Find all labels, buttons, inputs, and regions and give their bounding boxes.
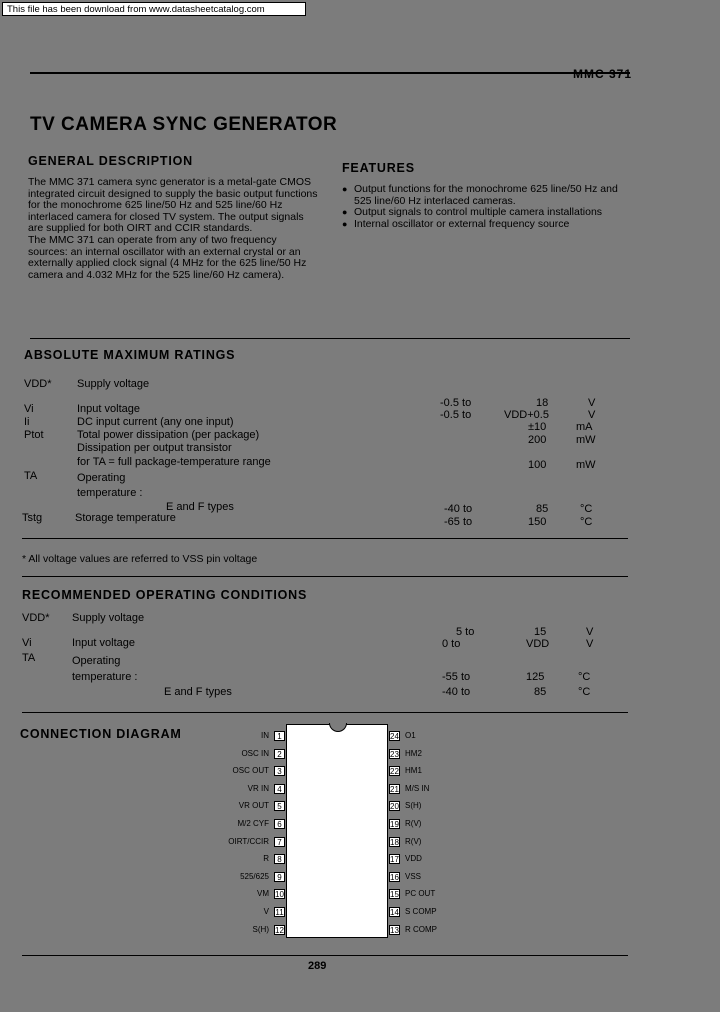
left-pin-1 [261, 731, 285, 741]
rec-unit: °C [578, 686, 591, 698]
abs-max: 85 [536, 503, 549, 515]
abs-unit: V [588, 397, 596, 409]
abs-min: -40 to [444, 503, 473, 515]
pin-number: 4 [274, 784, 285, 794]
abs-min: -65 to [444, 516, 473, 528]
right-pin-20 [389, 801, 422, 812]
pin-number: 20 [390, 802, 399, 812]
pin-label: PC OUT [405, 889, 436, 899]
pin-number: 2 [274, 749, 285, 759]
pin-label: V [263, 907, 269, 916]
page-title: TV CAMERA SYNC GENERATOR [30, 114, 338, 135]
rec-max: 125 [526, 671, 545, 683]
abs-max: 18 [536, 397, 549, 409]
abs-max: VDD+0.5 [504, 409, 549, 421]
general-description-heading: GENERAL DESCRIPTION [28, 154, 193, 168]
left-pin-6 [237, 819, 285, 829]
pin-number: 9 [274, 872, 285, 882]
pin-number: 5 [274, 801, 285, 811]
left-pin-2 [241, 748, 285, 759]
pin-number: 7 [274, 837, 285, 847]
footer-rule [22, 955, 628, 956]
pin-number: 13 [390, 925, 399, 935]
abs-sym: Tstg [22, 512, 43, 524]
section-rule-4 [22, 712, 628, 713]
pin-label: OSC IN [241, 748, 269, 758]
pin-number: 10 [275, 890, 284, 900]
pin-number: 22 [390, 767, 399, 777]
right-pin-13 [389, 924, 437, 935]
general-description-text [28, 177, 318, 281]
pin-label: S COMP [405, 907, 437, 916]
pin-number: 14 [390, 908, 399, 917]
pin-label: R(V) [405, 836, 422, 846]
feature-item: ● Output signals to control multiple camera installations [342, 207, 632, 219]
abs-desc: Operating [77, 472, 126, 484]
rec-desc: Operating [72, 655, 121, 667]
pin-label: M/2 CYF [237, 819, 269, 828]
pin-label: VM [257, 889, 269, 899]
rec-min: -55 to [442, 671, 471, 683]
rec-sym: VDD* [22, 612, 50, 624]
abs-desc: DC input current (any one input) [77, 416, 234, 428]
abs-unit: mW [576, 459, 596, 471]
features-list [342, 184, 632, 230]
part-number: MMC 371 [572, 67, 632, 81]
section-rule-3 [22, 576, 628, 577]
pin-number: 15 [390, 890, 399, 900]
rec-desc: Input voltage [72, 637, 135, 649]
pin-label: HM2 [405, 748, 422, 758]
abs-min: -0.5 to [440, 409, 472, 421]
abs-desc: Dissipation per output transistor [77, 442, 232, 454]
pin-number: 8 [274, 854, 285, 864]
features-heading: FEATURES [342, 161, 415, 175]
rec-unit: V [586, 626, 594, 638]
abs-max: 150 [528, 516, 547, 528]
pin-label: OIRT/CCIR [228, 836, 269, 846]
right-pin-14 [389, 907, 437, 917]
abs-desc: E and F types [166, 501, 234, 513]
pin-number: 16 [390, 872, 399, 882]
feature-item: ● Internal oscillator or external frequency source [342, 219, 632, 231]
pin-number: 11 [275, 908, 284, 917]
right-pin-23 [389, 748, 422, 759]
pin-number: 24 [390, 732, 399, 741]
pin-label: OSC OUT [232, 766, 269, 776]
abs-max-heading: ABSOLUTE MAXIMUM RATINGS [24, 348, 236, 362]
pin-label: 525/625 [240, 871, 269, 881]
pin-label: HM1 [405, 766, 422, 776]
right-pin-15 [389, 889, 436, 900]
right-pin-16 [389, 871, 422, 882]
connection-diagram-heading: CONNECTION DIAGRAM [20, 727, 182, 741]
abs-max: 100 [528, 459, 547, 471]
rec-unit: °C [578, 671, 591, 683]
section-rule-1 [30, 338, 630, 339]
abs-sym: Ptot [24, 429, 44, 441]
abs-unit: V [588, 409, 596, 421]
rec-min: 5 to [456, 626, 475, 638]
left-pin-3 [232, 766, 285, 777]
pin-label: M/S IN [405, 783, 430, 793]
voltage-note: * All voltage values are referred to VSS pin voltage [22, 553, 258, 565]
rec-sym: TA [22, 652, 36, 664]
pin-number: 23 [390, 749, 399, 759]
section-rule-2 [22, 538, 628, 539]
abs-sym: TA [24, 470, 38, 482]
rec-desc: temperature : [72, 671, 138, 683]
abs-sym: Vi [24, 403, 34, 415]
pin-number: 21 [390, 784, 399, 794]
pin-label: VR OUT [238, 801, 269, 811]
abs-unit: mW [576, 434, 596, 446]
abs-max: 200 [528, 434, 547, 446]
left-pin-10 [257, 889, 285, 900]
right-pin-22 [389, 766, 422, 777]
rec-max: VDD [526, 638, 550, 650]
pin-label: R [263, 854, 269, 864]
abs-desc: Total power dissipation (per package) [77, 429, 260, 441]
rec-sym: Vi [22, 637, 32, 649]
pin-number: 17 [390, 855, 399, 865]
page-number: 289 [308, 960, 327, 972]
right-pin-17 [389, 854, 422, 865]
left-pin-9 [240, 871, 285, 882]
pin-label: VSS [405, 871, 422, 881]
pin-label: O1 [405, 731, 416, 740]
left-pin-7 [228, 836, 285, 847]
right-pin-19 [389, 819, 422, 829]
abs-unit: °C [580, 503, 593, 515]
rec-desc: E and F types [164, 686, 232, 698]
feature-item: ● Output functions for the monochrome 625 line/50 Hz and 525 line/60 Hz interlaced cameras. [342, 184, 632, 207]
pin-number: 19 [390, 820, 399, 829]
ic-package [286, 724, 388, 938]
pin-number: 12 [275, 925, 284, 935]
pin-label: VR IN [247, 783, 269, 793]
abs-desc: Supply voltage [77, 378, 150, 390]
left-pin-8 [263, 854, 285, 865]
abs-desc: Input voltage [77, 403, 140, 415]
rec-max: 15 [534, 626, 547, 638]
abs-min: -0.5 to [440, 397, 472, 409]
abs-unit: °C [580, 516, 593, 528]
right-pin-24 [389, 731, 416, 741]
abs-sym: VDD* [24, 378, 52, 390]
pin-label: VDD [405, 854, 422, 864]
rec-desc: Supply voltage [72, 612, 145, 624]
pin-label: S(H) [405, 801, 422, 811]
description-paragraph-1: The MMC 371 camera sync generator is a metal-gate CMOS integrated circuit designed to supply the basic output functions for the monochrome 625 line/50 Hz and 525 line/60 Hz interlaced camera for closed TV system. The output signals are supplied for both OIRT and CCIR standards. [28, 176, 318, 235]
abs-sym: Ii [24, 416, 30, 428]
pin-label: S(H) [252, 924, 269, 934]
pin-label: IN [261, 731, 269, 740]
left-pin-12 [252, 924, 285, 935]
left-pin-11 [263, 907, 285, 917]
rec-max: 85 [534, 686, 547, 698]
pin-number: 6 [274, 819, 285, 829]
pin-number: 1 [274, 731, 285, 741]
rec-op-heading: RECOMMENDED OPERATING CONDITIONS [22, 588, 308, 602]
abs-desc: Storage temperature [75, 512, 176, 524]
pin-label: R(V) [405, 819, 422, 828]
abs-unit: mA [576, 421, 593, 433]
download-banner: This file has been download from www.datasheetcatalog.com [2, 2, 306, 16]
right-pin-21 [389, 783, 430, 794]
right-pin-18 [389, 836, 422, 847]
rec-unit: V [586, 638, 594, 650]
rec-min: -40 to [442, 686, 471, 698]
pin-label: R COMP [405, 924, 437, 934]
abs-desc: temperature : [77, 487, 143, 499]
pin-number: 3 [274, 766, 285, 776]
left-pin-5 [238, 801, 285, 812]
header-rule [30, 72, 630, 74]
abs-desc: for TA = full package-temperature range [77, 456, 271, 468]
rec-min: 0 to [442, 638, 461, 650]
abs-max: ±10 [528, 421, 547, 433]
left-pin-4 [247, 783, 285, 794]
description-paragraph-2: The MMC 371 can operate from any of two frequency sources: an internal oscillator with an external crystal or an externally applied clock signal (4 MHz for the 625 line/50 Hz camera and 4.032 MHz for the 525 line/60 Hz camera). [28, 233, 307, 281]
pin-number: 18 [390, 837, 399, 847]
